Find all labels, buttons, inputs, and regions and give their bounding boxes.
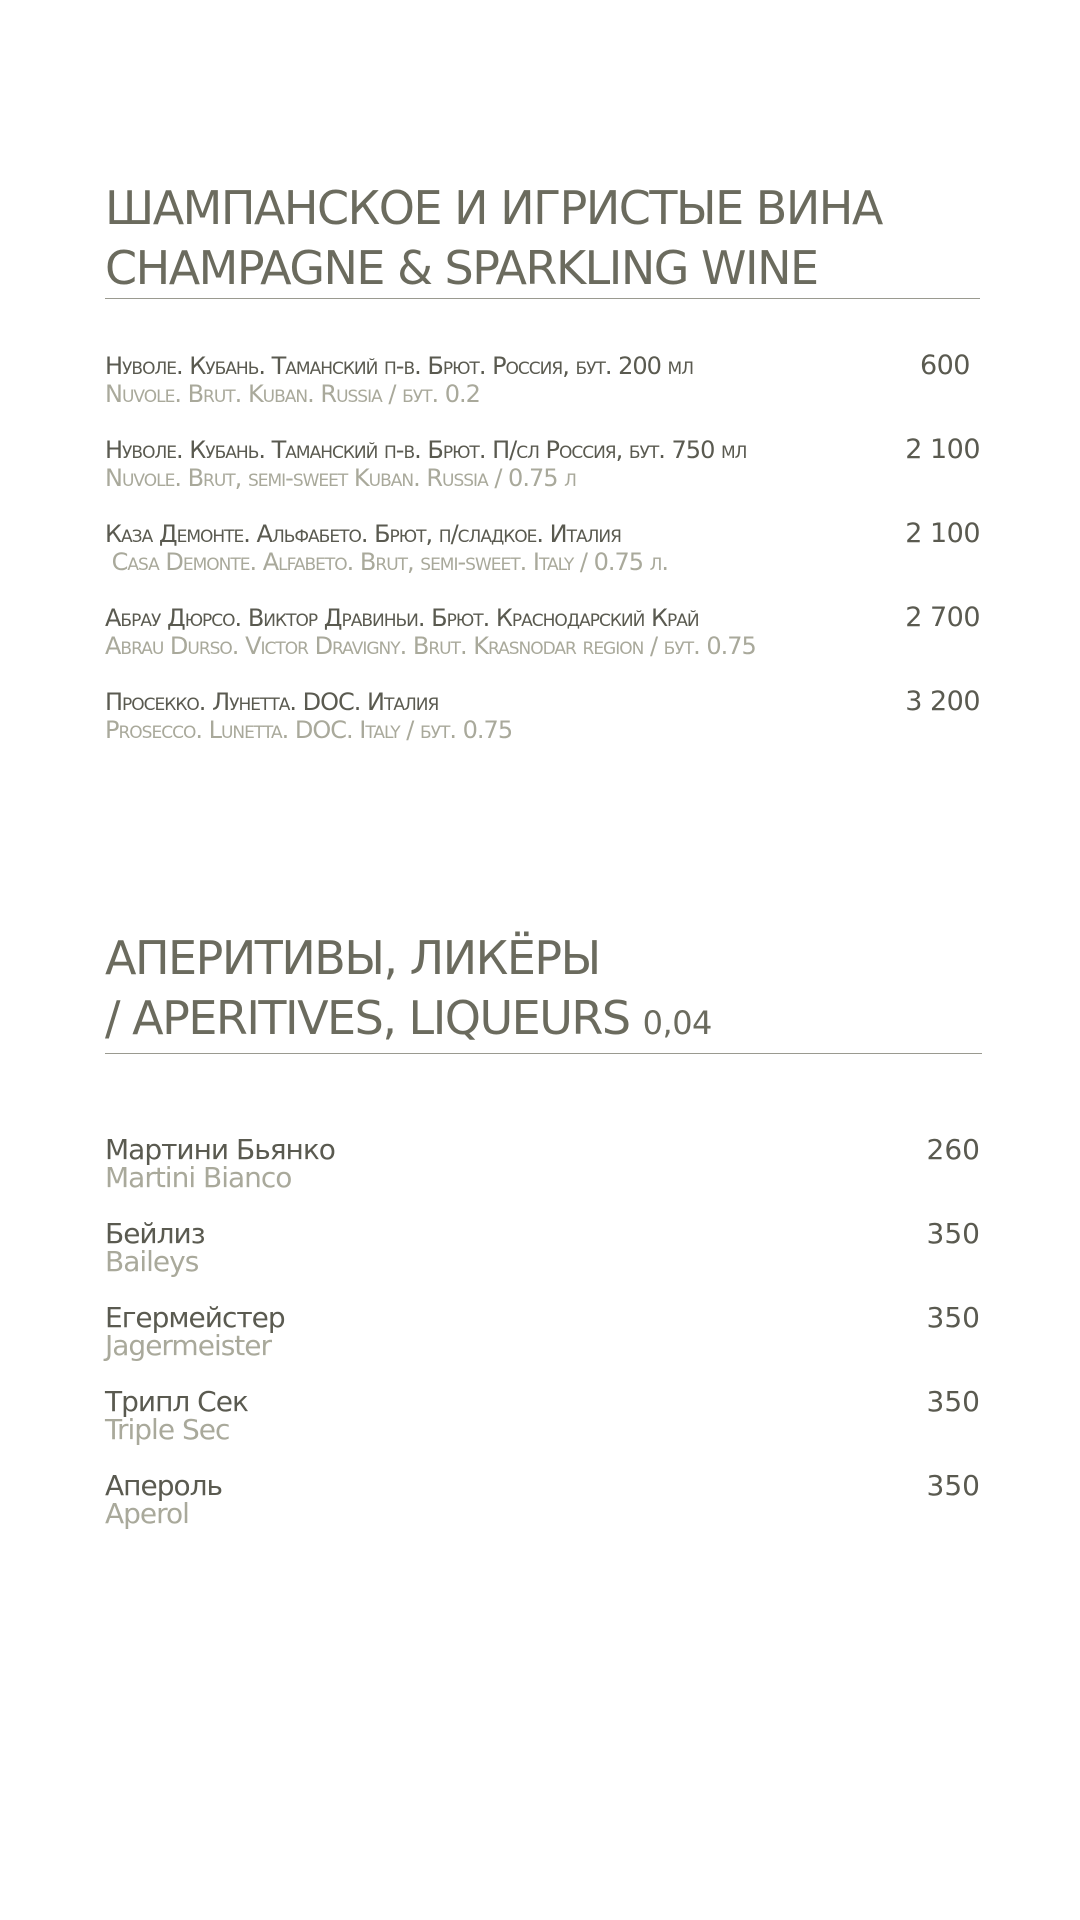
sparkling-wine-list xyxy=(105,351,980,771)
section-title-en: CHAMPAGNE & SPARKLING WINE xyxy=(105,241,818,295)
menu-item xyxy=(105,687,980,771)
item-price: 2 100 xyxy=(905,434,980,465)
item-name-en: Abrau Durso. Victor Dravigny. Brut. Krasnodar region / бут. 0.75 xyxy=(105,632,756,660)
section-title-ru: АПЕРИТИВЫ, ЛИКЁРЫ xyxy=(105,931,600,985)
menu-item xyxy=(105,603,980,687)
section-divider xyxy=(105,298,980,299)
item-name-ru: Абрау Дюрсо. Виктор Дравиньи. Брют. Краснодарский Край xyxy=(105,604,699,632)
menu-item xyxy=(105,351,980,435)
sparkling-wine-section xyxy=(105,178,980,771)
item-name-ru: Егермейстер xyxy=(105,1301,285,1334)
item-name-en: Nuvole. Brut. Kuban. Russia / бут. 0.2 xyxy=(105,380,480,408)
section-divider xyxy=(105,1053,982,1054)
item-name-en: Aperol xyxy=(105,1497,189,1530)
item-price: 260 xyxy=(926,1133,980,1166)
item-price: 3 200 xyxy=(905,686,980,717)
item-name-ru: Апероль xyxy=(105,1469,222,1502)
menu-item xyxy=(105,1302,980,1386)
sparkling-wine-title xyxy=(105,178,980,298)
item-name-ru: Трипл Сек xyxy=(105,1385,248,1418)
menu-item xyxy=(105,519,980,603)
aperitifs-list xyxy=(105,1134,980,1554)
aperitifs-section xyxy=(105,928,980,1554)
item-name-en: Prosecco. Lunetta. DOC. Italy / бут. 0.75 xyxy=(105,716,513,744)
item-name-en: Nuvole. Brut, semi-sweet Kuban. Russia / 0.75 л xyxy=(105,464,576,492)
item-price: 2 100 xyxy=(905,518,980,549)
item-name-ru: Нуволе. Кубань. Таманский п-в. Брют. П/сл Россия, бут. 750 мл xyxy=(105,436,747,464)
section-title-volume: 0,04 xyxy=(642,1004,712,1042)
item-price: 350 xyxy=(926,1301,980,1334)
item-price: 350 xyxy=(926,1217,980,1250)
item-name-en: Martini Bianco xyxy=(105,1161,292,1194)
item-name-en: Casa Demonte. Alfabeto. Brut, semi-sweet. Italy / 0.75 л. xyxy=(105,548,669,576)
section-title-en: / APERITIVES, LIQUEURS xyxy=(105,991,630,1045)
menu-item xyxy=(105,1134,980,1218)
menu-item xyxy=(105,1218,980,1302)
item-name-ru: Мартини Бьянко xyxy=(105,1133,335,1166)
item-name-en: Baileys xyxy=(105,1245,199,1278)
item-name-en: Jagermeister xyxy=(105,1329,272,1362)
item-price: 600 xyxy=(919,350,970,381)
section-title-ru: ШАМПАНСКОЕ И ИГРИСТЫЕ ВИНА xyxy=(105,181,882,235)
item-name-ru: Просекко. Лунетта. DOC. Италия xyxy=(105,688,439,716)
item-price: 2 700 xyxy=(905,602,980,633)
item-price: 350 xyxy=(926,1469,980,1502)
item-name-ru: Бейлиз xyxy=(105,1217,205,1250)
menu-item xyxy=(105,435,980,519)
item-name-en: Triple Sec xyxy=(105,1413,230,1446)
item-name-ru: Каза Демонте. Альфабето. Брют, п/сладкое. Италия xyxy=(105,520,621,548)
menu-item xyxy=(105,1386,980,1470)
item-price: 350 xyxy=(926,1385,980,1418)
item-name-ru: Нуволе. Кубань. Таманский п-в. Брют. Россия, бут. 200 мл xyxy=(105,352,694,380)
menu-item xyxy=(105,1470,980,1554)
aperitifs-title xyxy=(105,928,980,1053)
